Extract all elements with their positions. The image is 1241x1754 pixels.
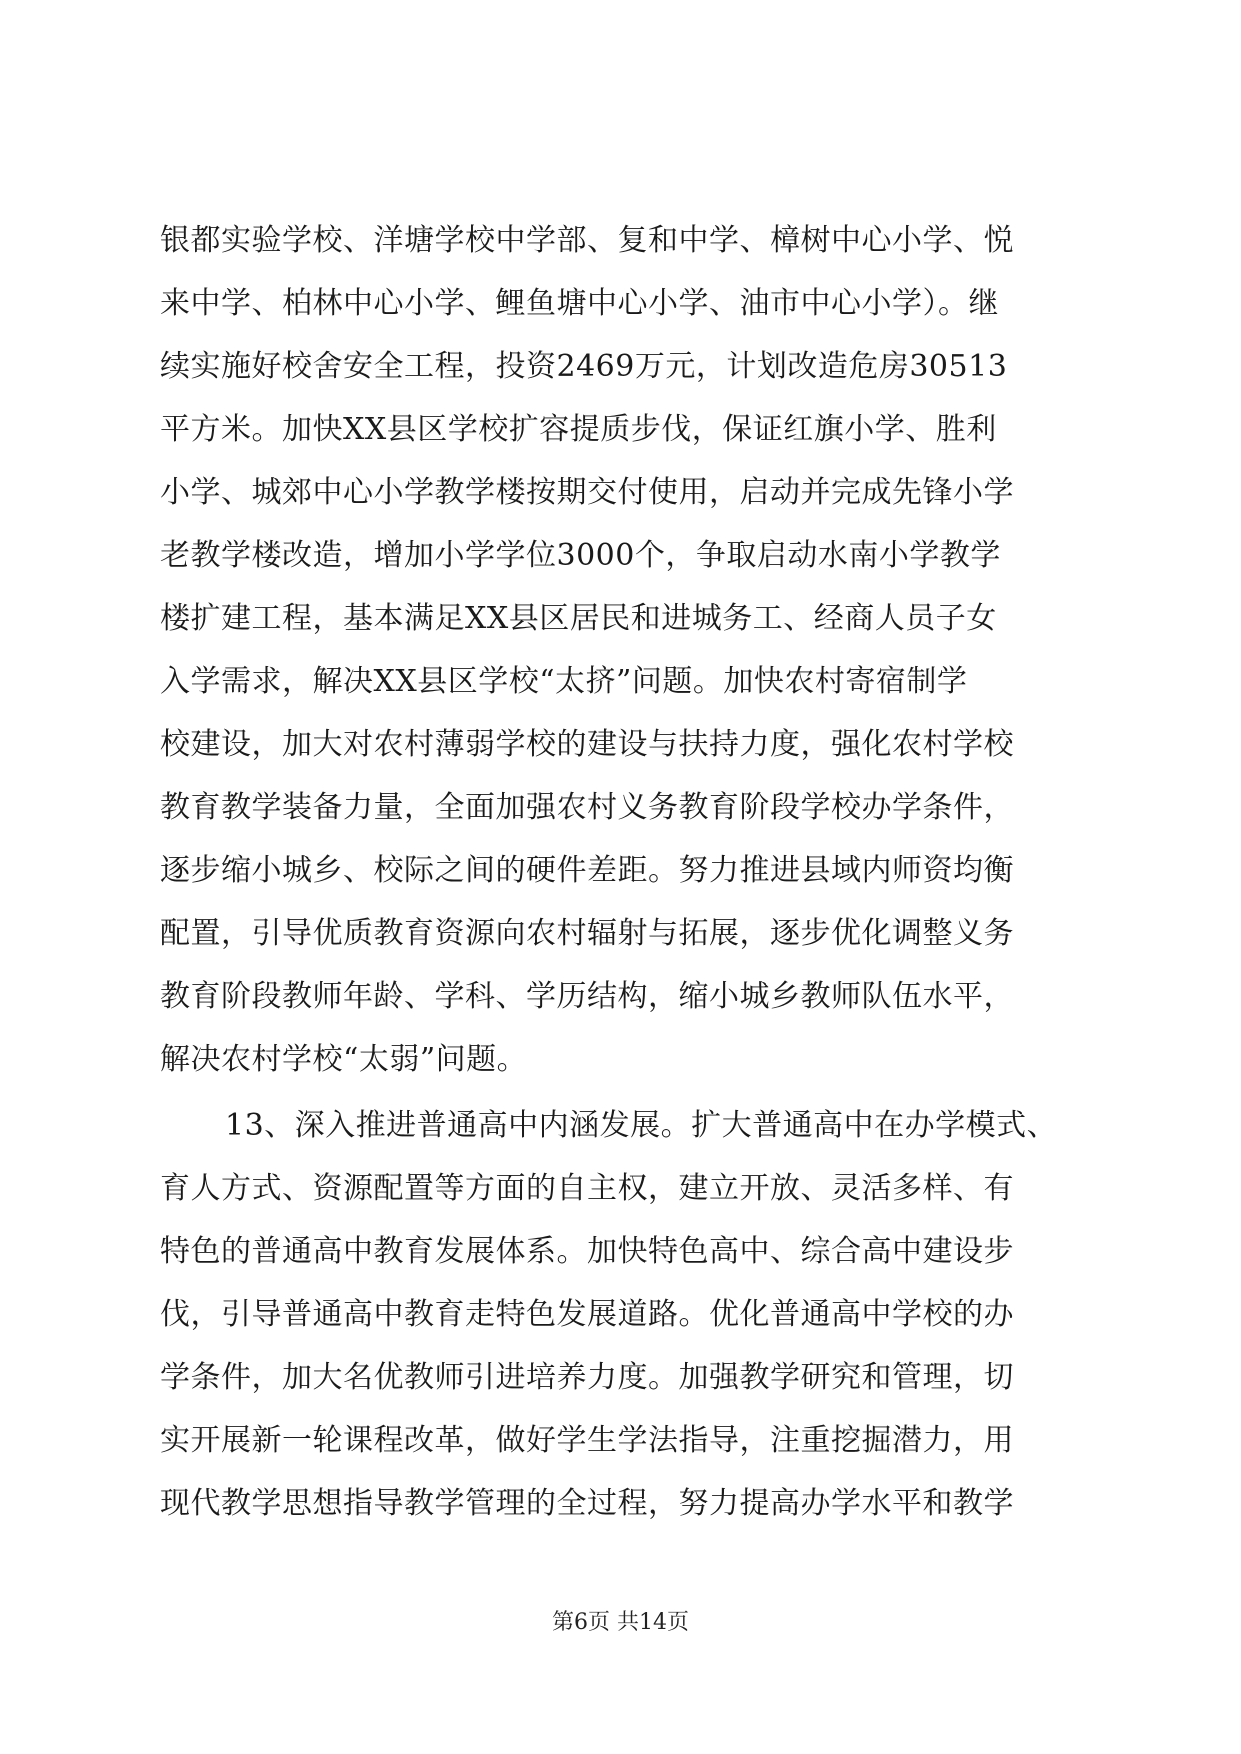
- body-text-line: 实开展新一轮课程改革，做好学生学法指导，注重挖掘潜力，用: [160, 1423, 1014, 1458]
- body-text-line: 来中学、柏林中心小学、鲤鱼塘中心小学、油市中心小学）。继: [160, 286, 999, 321]
- body-text-line: 逐步缩小城乡、校际之间的硬件差距。努力推进县域内师资均衡: [160, 853, 1014, 888]
- body-text-line: 配置，引导优质教育资源向农村辐射与拓展，逐步优化调整义务: [160, 916, 1014, 951]
- body-text-line: 伐，引导普通高中教育走特色发展道路。优化普通高中学校的办: [160, 1297, 1014, 1332]
- body-text-line: 学条件，加大名优教师引进培养力度。加强教学研究和管理，切: [160, 1360, 1014, 1395]
- page-number-footer: 第6页 共14页: [552, 1610, 689, 1635]
- body-text-line: 解决农村学校“太弱”问题。: [160, 1042, 528, 1077]
- body-text-line: 育人方式、资源配置等方面的自主权，建立开放、灵活多样、有: [160, 1171, 1014, 1206]
- body-text-line: 特色的普通高中教育发展体系。加快特色高中、综合高中建设步: [160, 1234, 1014, 1269]
- body-text-line: 老教学楼改造，增加小学学位3000个，争取启动水南小学教学: [160, 538, 1001, 573]
- body-text-line: 教育阶段教师年龄、学科、学历结构，缩小城乡教师队伍水平，: [160, 979, 1014, 1014]
- body-text-line: 楼扩建工程，基本满足XX县区居民和进城务工、经商人员子女: [160, 601, 997, 636]
- body-text-line: 小学、城郊中心小学教学楼按期交付使用，启动并完成先锋小学: [160, 475, 1014, 510]
- body-text-line: 现代教学思想指导教学管理的全过程，努力提高办学水平和教学: [160, 1486, 1014, 1521]
- body-text-line: 续实施好校舍安全工程，投资2469万元，计划改造危房30513: [160, 349, 1008, 384]
- body-text-line: 平方米。加快XX县区学校扩容提质步伐，保证红旗小学、胜利: [160, 412, 997, 447]
- body-text-line: 入学需求，解决XX县区学校“太挤”问题。加快农村寄宿制学: [160, 664, 968, 699]
- paragraph-first-line: 13、深入推进普通高中内涵发展。扩大普通高中在办学模式、: [225, 1108, 1058, 1143]
- body-text-line: 校建设，加大对农村薄弱学校的建设与扶持力度，强化农村学校: [160, 727, 1014, 762]
- body-text-line: 银都实验学校、洋塘学校中学部、复和中学、樟树中心小学、悦: [160, 223, 1014, 258]
- body-text-line: 教育教学装备力量，全面加强农村义务教育阶段学校办学条件，: [160, 790, 1014, 825]
